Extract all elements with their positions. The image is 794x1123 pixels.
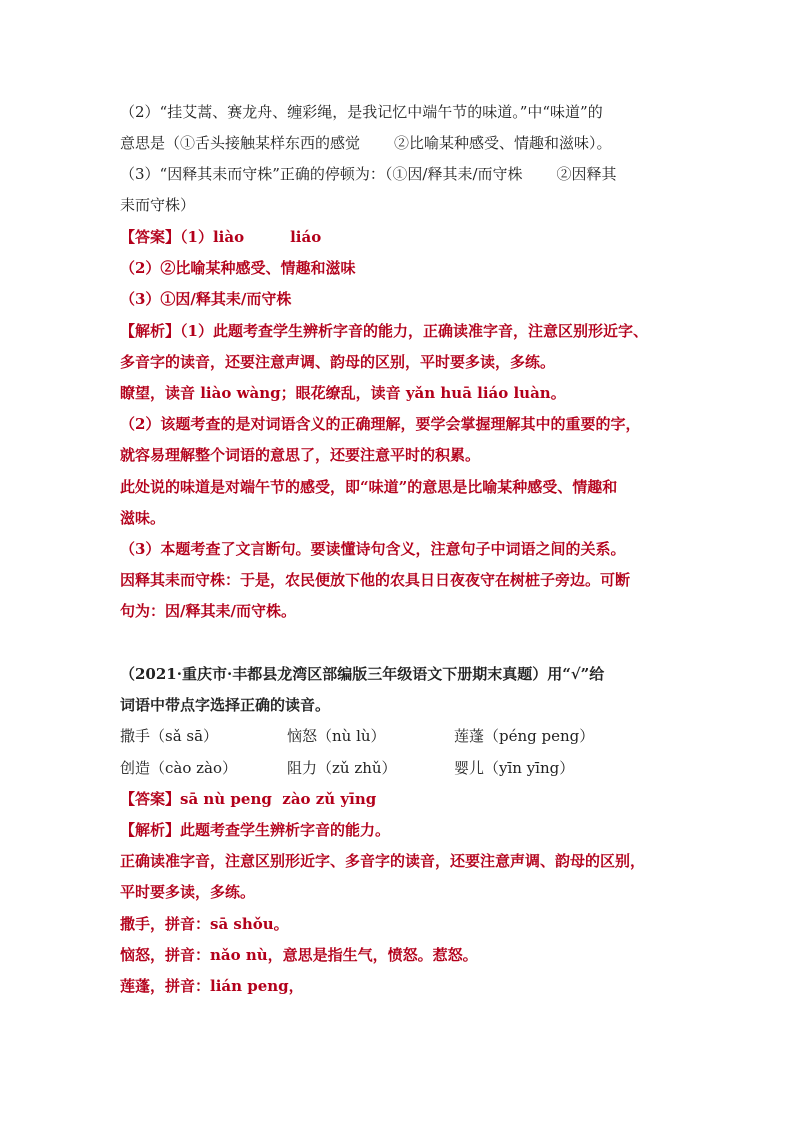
analysis2-line3: 平时要多读，多练。 [120, 883, 256, 901]
analysis1-p1-line3: 瞭望，读音 liào wàng；眼花缭乱，读音 yǎn huā liáo luàn。 [120, 384, 566, 402]
q2-line2 [120, 132, 680, 154]
analysis2-line5: 恼怒，拼音：nǎo nù，意思是指生气，愤怒。惹怒。 [120, 946, 478, 964]
analysis1-p3-line3: 句为：因/释其耒/而守株。 [120, 602, 296, 620]
word-option: 恼怒（nù lù） [287, 727, 386, 745]
answer1-line1 [120, 226, 680, 248]
question2-line1: （2021·重庆市·丰都县龙湾区部编版三年级语文下册期末真题）用“√”给 [120, 665, 605, 683]
answer1-line2: （2）②比喻某种感受、情趣和滋味 [120, 259, 356, 277]
analysis2-text: 此题考查学生辨析字音的能力。 [180, 821, 391, 839]
analysis2-line4: 撒手，拼音：sā shǒu。 [120, 915, 289, 933]
q2-option1: ①舌头接触某样东西的感觉 [180, 134, 361, 152]
analysis1-p2-line3: 此处说的味道是对端午节的感受，即“味道”的意思是比喻某种感受、情趣和 [120, 478, 618, 496]
word-option: 莲蓬（péng peng） [454, 727, 595, 745]
q3-line1-prefix: （3）“因释其耒而守株”正确的停顿为：（ [120, 165, 393, 183]
answer2-line [120, 788, 680, 810]
answer2-tag: 【答案】 [120, 790, 181, 808]
q3-line1 [120, 163, 680, 185]
analysis1-p3-line1: （3）本题考查了文言断句。要读懂诗句含义，注意句子中词语之间的关系。 [120, 540, 626, 558]
analysis1-p1-line2: 多音字的读音，还要注意声调、韵母的区别，平时要多读，多练。 [120, 353, 556, 371]
word-option: 撒手（sǎ sā） [120, 727, 219, 745]
answer2-text: sā nù peng zào zǔ yīng [180, 790, 377, 808]
analysis1-p2-line4: 滋味。 [120, 509, 166, 527]
answer1-part-b: liáo [290, 228, 322, 246]
q2-option2: ②比喻某种感受、情趣和滋味）。 [394, 134, 612, 152]
word-option: 阻力（zǔ zhǔ） [287, 759, 397, 777]
q3-option2: ②因释其 [556, 165, 617, 183]
analysis2-line1 [120, 819, 680, 841]
analysis2-line2: 正确读准字音，注意区别形近字、多音字的读音，还要注意声调、韵母的区别， [120, 852, 646, 870]
analysis1-p2-line1: （2）该题考查的是对词语含义的正确理解，要学会掌握理解其中的重要的字， [120, 415, 641, 433]
q3-option1: ①因/释其耒/而守株 [392, 165, 523, 183]
analysis1-p2-line2: 就容易理解整个词语的意思了，还要注意平时的积累。 [120, 446, 481, 464]
analysis1-p1-line1 [120, 320, 680, 342]
answer1-tag: 【答案】 [120, 228, 181, 246]
answer1-line3: （3）①因/释其耒/而守株 [120, 290, 292, 308]
question2-line2: 词语中带点字选择正确的读音。 [120, 696, 331, 714]
analysis2-tag: 【解析】 [120, 821, 181, 839]
q3-line2: 耒而守株） [120, 196, 196, 214]
analysis1-p3-line2: 因释其耒而守株：于是，农民便放下他的农具日日夜夜守在树桩子旁边。可断 [120, 571, 631, 589]
analysis1-tag: 【解析】 [120, 322, 181, 340]
analysis1-p1-text: （1）此题考查学生辨析字音的能力，正确读准字音，注意区别形近字、 [180, 322, 648, 340]
word-option: 婴儿（yīn yīng） [454, 759, 575, 777]
q2-line1: （2）“挂艾蒿、赛龙舟、缠彩绳，是我记忆中端午节的味道。”中“味道”的 [120, 103, 603, 121]
q2-line2-prefix: 意思是（ [120, 134, 181, 152]
analysis2-line6: 莲蓬，拼音：lián peng， [120, 977, 304, 995]
word-option: 创造（cào zào） [120, 759, 238, 777]
answer1-part-a: （1）liào [180, 228, 245, 246]
